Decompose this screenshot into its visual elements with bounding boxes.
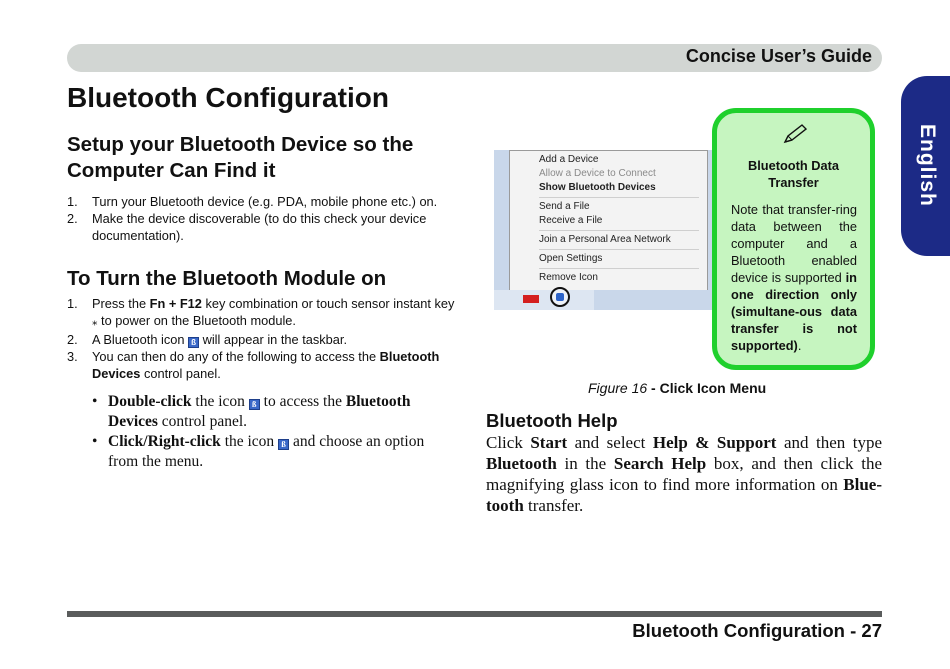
list-item [90,392,445,432]
menu-item-allow-device[interactable]: Allow a Device to Connect [539,168,656,179]
step-text: You can then do any of the following to access the [92,349,380,364]
step-text: Make the device discoverable (to do this check your device documentation). [92,211,427,243]
ati-tray-icon [523,295,539,303]
bluetooth-tray-icon[interactable] [550,287,570,307]
action-name: Double-click [108,393,192,410]
menu-item-show-devices[interactable]: Show Bluetooth Devices [539,182,656,193]
setup-steps-list [67,193,462,244]
menu-item-open-settings[interactable]: Open Settings [539,253,603,264]
menu-separator [539,268,699,269]
step-text: Press the [92,296,150,311]
step-text: Turn your Bluetooth device (e.g. PDA, mobile phone etc.) on. [92,194,438,209]
taskbar-area [594,290,724,310]
ui-term: Start [530,433,568,452]
menu-item-remove-icon[interactable]: Remove Icon [539,272,598,283]
list-item [67,331,462,348]
section-heading-line: Computer Can Find it [67,159,276,182]
bluetooth-icon: ß [278,439,289,450]
list-item [67,295,462,331]
step-text: A Bluetooth icon [92,332,189,347]
context-menu [509,150,708,292]
step-number: 1. [67,296,78,311]
bullet-dot: • [92,433,98,450]
page-title: Bluetooth Configuration [67,82,389,113]
step-text: key combination or touch sensor instant key [201,296,455,311]
note-title-line: Bluetooth Data [748,158,839,173]
click-icon-menu-screenshot [494,150,724,310]
menu-item-send-file[interactable]: Send a File [539,201,590,212]
list-item [67,348,462,382]
list-item [90,432,445,472]
footer-page-label: Bluetooth Configuration - 27 [632,620,882,641]
menu-item-receive-file[interactable]: Receive a File [539,215,603,226]
figure-title: - Click Icon Menu [647,380,767,396]
step-number: 2. [67,332,78,347]
control-panel-name: Bluetooth Devices [92,349,440,381]
step-number: 1. [67,194,78,209]
list-item [67,210,462,244]
pencil-icon [782,123,808,145]
ui-term: Bluetooth [486,454,557,473]
language-tab-label: English [916,124,939,207]
menu-separator [539,230,699,231]
menu-item-join-pan[interactable]: Join a Personal Area Network [539,234,671,245]
taskbar [494,290,724,310]
help-paragraph: Click Start and select Help & Support and then type Bluetooth in the Search Help box, and then click the magnifying glass icon to find more information on Blue-tooth transfer. [486,433,883,515]
figure-number: Figure 16 [588,380,648,396]
action-name: Click/Right-click [108,433,221,450]
bullet-text: the icon [220,433,279,450]
note-text: Note that transfer-ring data between the computer and a Bluetooth enabled device is supported [731,202,857,285]
header-bar [67,44,882,72]
menu-separator [539,197,699,198]
control-panel-name: Bluetooth Devices [108,393,411,430]
bullet-dot: • [92,393,98,410]
step-text: will appear in the taskbar. [199,332,348,347]
section-heading-line: Setup your Bluetooth Device so the [67,133,414,156]
step-number: 3. [67,349,78,364]
bluetooth-icon: ß [188,337,199,348]
note-emphasis: in one direction only (simultane-ous data transfer is not supported) [731,270,857,353]
bullet-text: control panel. [157,413,248,430]
bluetooth-key-icon: ⁎ [92,316,98,328]
ui-term: Help & Support [652,433,777,452]
note-box [712,108,875,370]
note-body [731,201,857,354]
bullet-text: and choose an option from the menu. [108,433,425,470]
section-heading-setup [67,132,413,184]
step-text: to power on the Bluetooth module. [97,313,296,328]
section-heading-module: To Turn the Bluetooth Module on [67,267,387,290]
key-combination: Fn + F12 [149,296,202,311]
bluetooth-icon: ß [249,399,260,410]
step-number: 2. [67,211,78,226]
bullet-text: to access the [259,393,346,410]
list-item [67,193,462,210]
bullet-text: the icon [191,393,249,410]
menu-separator [539,249,699,250]
footer-rule [67,611,882,617]
access-options-list [90,392,445,472]
note-text: . [797,338,802,353]
note-title-line: Transfer [768,175,819,190]
ui-term: Search Help [613,454,707,473]
guide-title: Concise User’s Guide [685,46,872,66]
step-text: control panel. [140,366,221,381]
menu-item-add-device[interactable]: Add a Device [539,154,599,165]
ui-term: Blue-tooth [486,475,882,515]
note-title [717,157,870,191]
figure-caption [588,380,766,396]
language-tab [901,76,950,256]
module-steps-list [67,295,462,382]
help-heading: Bluetooth Help [486,410,618,431]
